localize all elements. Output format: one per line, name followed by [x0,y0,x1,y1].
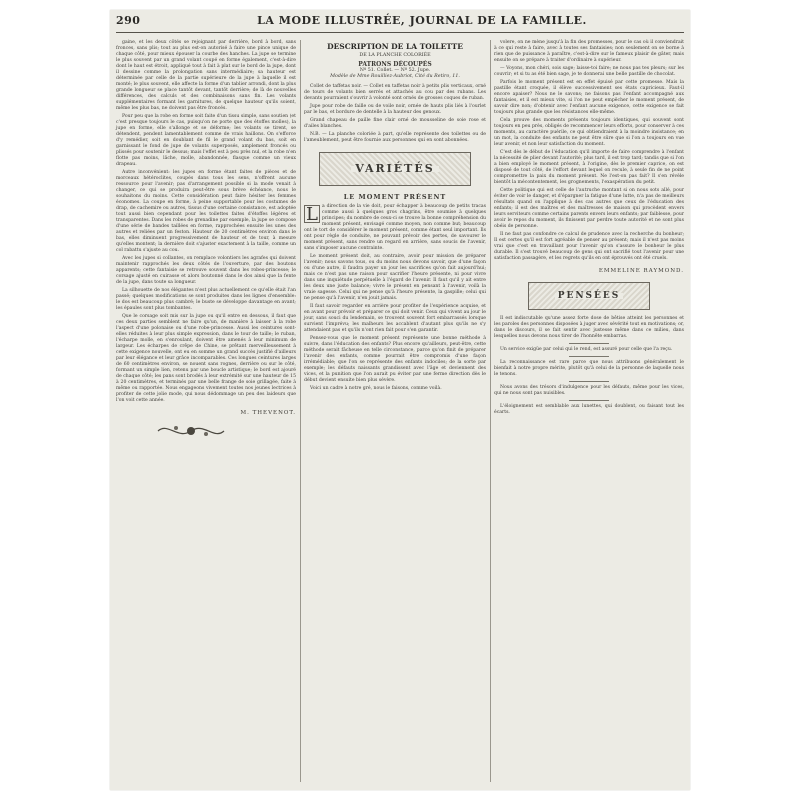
column-divider [490,40,491,782]
paragraph: N.B. — La planche coloriée à part, qu'elle représente des toilettes ou de l'ameublement, peut être fournie aux personnes qui en sont abonnées. [304,132,486,143]
thought: L'éloignement est semblable aux lunettes, qui doublent, ou faisant tout les écarts. [494,404,684,415]
drop-cap: L [304,205,320,223]
separator [569,381,609,382]
pensees-banner [528,282,650,310]
separator [569,343,609,344]
paragraph: Cette politique qui est celle de l'autruche montant si on nous sots allé, pour éviter de voir le danger, et d'épargner la fatigue d'une lutte, n'a pas de meilleurs résultats quand on l'applique à des cas autres que ceux de l'éducation des enfants; il est des maîtres et des maîtresses de maison qui procèdent envers leurs serviteurs comme certains parents envers leurs enfants; par faiblesse, pour avoir le repos du moment, ils finissent par perdre toute autorité et ne sont plus obéis de personne. [494,188,684,229]
patrons-list: Nº 51. Collet. — Nº 52. Jupe. [359,68,431,73]
paragraph: Collet de taffetas noir. — Collet en taffetas noir à petits plis verticaux, orné de tours de volants bien serrés et attachés au cou par des rubans. Les devants pourraient s'ouvrir à volonté sont ornés de grosses coques de ruban. [304,84,486,101]
column-left [116,40,296,785]
paragraph: volere, on ne mène jusqu'à la fin des promesses, pour le cas où il conviendrait à ce qui reste à faire, avec à toutes ses fantaisies; non seulement on se borne à rien que de puissance à paraître, c'est-à-dire sur le fameux plaisir de gâter, mais ensuite on se prépare à traiter d'ordinaire à supérieur. [494,40,684,63]
paragraph: C'est dès le début de l'éducation qu'il importe de faire comprendre à l'enfant la nécessité de plier devant l'autorité; plus tard, il est trop tard; tandis que si l'on a bien employé le moment présent, à l'origine, dès le premier caprice, on est disposé de tout côté, de l'effort devant lequel on recule, à seule fin de ne point compromettre la paix du moment présent. Ne l'est-on pas fait? Il s'en révèle bientôt la mécontentement, les grognements, l'exaspération du petit. [494,150,684,185]
paragraph: Jupe pour robe de faille ou de voile noir, ornée de hauts plis liés à l'ourlet par le bas, et bordure de dentelle à la hauteur des genoux. [304,104,486,115]
section-title: VARIÉTÉS [351,166,438,172]
toilette-title: DESCRIPTION DE LA TOILETTE [327,42,463,51]
paragraph: Pour peu que la robe en forme soit faite d'un tissu simple, sans soutien (et c'est presque toujours le cas, puisqu'on ne porte que des étoffes molles), la jupe en forme, elle s'allonge et se déforme; les volants se tirent, se détendent, pendent lamentablement comme de vrais haillons. On s'efforce d'y remédier, soit en doublant de fil le grand volant du bas, soit en garnissant le fond de jupe de volants superposés, amplement froncés ou plissés pour soutenir le dessus; mais l'effet est à peu près nul, et la robe n'en flotte pas moins, lâche, molle, abandonnée, flasque comme un vieux drapeau. [116,114,296,167]
paragraph: Cela prouve des moments présents toujours identiques, qui souvent sont toujours en peu près, obligés de recommencer leurs efforts, pour conserver à ces moments, au caractère puérile, ce qui obtiendraient à la moindre insistance; en un mot, la conduite des enfants ne peut être sûre que si l'on a toujours en vue leur avenir, et non leur satisfaction du moment. [494,118,684,147]
paragraph: Avec les jupes si collantes, on remplace volontiers les agrafes qui doivent maintenir rapprochés les deux côtés de l'ouverture, par des boutons apparents; cette fantaisie se retrouve souvent dans les robes-princesse; le corsage ajusté en cuirasse et alors boutonné dans le dos ainsi que la fente de la jupe, dans toute sa longueur. [116,256,296,285]
thought: Un service exigüe par celui qui le rend, est assuré pour celle que l'a reçu. [500,347,673,352]
article-title: LE MOMENT PRÉSENT [343,193,447,201]
journal-title: LA MODE ILLUSTRÉE, JOURNAL DE LA FAMILLE. [257,14,587,27]
thought: La reconnaissance est rare parce que nous attribuons généralement le bienfait à notre propre mérite, plutôt qu'à celui de la personne de laquelle nous le tenons. [494,360,684,377]
separator [569,356,609,357]
paragraph: La silhouette de nos élégantes n'est plus actuellement ce qu'elle était l'an passé; quelques modifications se sont produites dans les lignes d'ensemble: le dos est beaucoup plus cambré; le buste se développe davantage en avant; les épaules sont plus tombantes. [116,288,296,311]
paragraph: Que le corsage soit mis sur la jupe ou qu'il entre en dessous, il faut que ces deux parties semblent ne faire qu'un, de manière à laisser à la robe l'aspect d'une polonaise ou d'une robe-princesse. Aussi les ceintures sont-elles réduites à leur plus simple expression, dans le tour de taille; le ruban, l'écharpe molle, en s'enroulant, doivent être amenés à leur minimum de largeur. Les écharpes de crêpe de Chine, se prêtant merveilleusement à cette exigence nouvelle, ont eu en somme un grand succès justifié d'ailleurs par leur élégance et leur grâce incomparables. Ces longues ceintures larges de 60 centimètres environ, se nouent sans rognes, derrière ou sur le côté, formant un simple lien, retenu par une boucle artistique; le bord est ajouré de chaque côté; les pans sont brodés à leur extrémité sur une hauteur de 15 à 20 centimètres, et terminés par une belle frange de soie grillagée, faite à même ou rapportée. Nous engageons vivement toutes nos jeunes lectrices à profiter de cette jolie mode, qui nous dédommage un peu des laideurs que l'on voit cette année. [116,314,296,403]
paragraph: Il faut savoir regarder en arrière pour profiter de l'expérience acquise, et en avant pour prévoir et préparer ce qui doit venir. Ceux qui vivent au jour le jour, sans souci du lendemain, se trouvent souvent fort embarrassés lorsque survient l'imprévu; les malheurs les accablent d'autant plus qu'ils ne s'y attendaient pas et qu'ils n'ont rien fait pour s'en garantir. [304,304,486,333]
patrons-heading: PATRONS DÉCOUPÉS [358,61,432,68]
paragraph: Le moment présent doit, au contraire, avoir pour mission de préparer l'avenir; nous savons tous, ou du moins nous devons savoir, que d'une façon ou d'une autre, il faudra payer un jour les sacrifices qu'on fait aujourd'hui; mais ce n'est pas une raison pour sacrifier l'heure présente, ni pour vivre dans une inquiétude perpétuelle à l'égard de l'avenir. Il faut qu'il y ait entre les deux une juste balance; vivre le présent en pensant à l'avenir, voilà la vraie sagesse. Celui qui ne pense qu'à l'heure présente, la gaspille; celui qui ne pense qu'à l'avenir, n'en jouit jamais. [304,254,486,301]
separator [569,400,609,401]
paragraph: gaine, et les deux côtés se rejoignant par derrière, bord à bord, sans fronces, sans plis; tout au plus est-on autorisé à faire une pince unique de chaque côté, pour mieux épouser la courbe des hanches. La jupe se termine le plus souvent par un grand volant coupé en forme également, c'est-à-dire dont le haut est étroit, appliqué tout à fait à plat sur le bord de la jupe, dont il dessine comme la prolongation sans intermédiaire; sa hauteur est déterminée par celle de la partie supérieure de la jupe à laquelle il est monté; le plus souvent, elle affecte la forme d'un tablier arrondi, dont la plus grande longueur se place tantôt devant, tantôt derrière; de là de nouvelles différences, des calculs et des combinaisons sans fin. Les volants supplémentaires formant les garnitures, de quelque hauteur qu'ils soient, même les plus bas, ne doivent pas être froncés. [116,40,296,111]
thought: Nous avons des trésors d'indulgence pour les défauts, même pour les vices, qui ne nous sont pas nuisibles. [494,385,684,396]
header-rule [116,32,684,33]
paragraph: Parfois le moment présent est en effet épuisé par cette promesse. Mais la pastille étant croquée, il élève successivement ses états capricieux. Faut-il encore apaiser? Nous ne le savons; ne faisons pas l'enfant accompagné aux fantaisies, et il est mieux vite, si l'on ne peut empêcher le moment présent, de savoir dire non; d'obtenir avec l'enfant aucune exigence, cette exigence se fait toujours plus grande que les résistances elle-même. [494,80,684,115]
paragraph: Il ne faut pas confondre ce calcul de prudence avec la recherche du bonheur; Il est certes qu'il est fort agréable de penser au présent; mais il n'est pas moins vrai que c'est en travaillant pour l'avenir qu'on s'assure le bonheur le plus durable. Il s'est trouvé beaucoup de gens qui ont sacrifié tout l'avenir pour une satisfaction passagère, et les regrets qu'ils en ont éprouvés ont été cruels. [494,232,684,261]
paragraph: Autre inconvénient: les jupes en forme étant faites de pièces et de morceaux hétéroclites, coupés dans tous les sens, n'offrent aucune ressource pour l'avenir; pas d'arrangement possible si la mode venait à changer, ce qui se produira peut-être sous brève échéance, nous le souhaitons du moins. Cette considération peut faire hésiter les femmes économes. La coupe en forme, à peine supportable pour les costumes de drap, de cachemire ou autres, tissus d'une certaine consistance, est adoptée tout aussi bien cependant pour les toilettes faites d'étoffes légères et transparentes. Dans les robes de grenadine par exemple, la jupe se compose d'une série de bandes taillées en forme, rapprochées ensuite les unes des autres et reliées par un feston. Hauteur de 20 centimètres environ dans le bas, elles diminuent progressivement de hauteur et de tour, à mesure qu'elles montent; la dernière doit s'ajuster exactement à la taille, comme un col rabattu s'ajuste au cou. [116,170,296,253]
journal-page [110,10,690,790]
paragraph: Grand chapeau de paille fine clair orné de mousseline de soie rose et d'ailes blanches. [304,118,486,129]
modele-credit: Modèle de Mme Rouilliez-Aubriot, Cité du Retiro, 11. [330,74,460,79]
thought: Il est indiscutable qu'une assez forte dose de bêtise atteint les personnes et les paroles des personnes disposées à juger avec sévérité tout en motivations; or, dans le discours, il se fait sentir avec justesse même dans ce milieu, dans lesquelles nous devons nous tirer de l'honnête embarras. [494,316,684,339]
pensees-title: PENSÉES [555,293,624,299]
signature: EMMELINE RAYMOND. [598,268,684,274]
varietes-banner [319,152,471,186]
column-right [494,40,684,785]
page-number: 290 [116,14,141,27]
decorative-ornament [156,420,226,442]
paragraph: Voici un cadre à notre gré, nous le faisons, comme voilà. [310,386,442,391]
paragraph: — Voyons, mon chéri, sois sage; laisse-toi faire; ne nous pas tes pleurs; sur les couvrir; et si tu as été bien sage, je te donnerai une belle pastille de chocolat. [494,66,684,77]
paragraph: a direction de la vie doit, pour échapper à beaucoup de petits tracas comme aussi à quelques gros chagrins, être soumise à quelques principes; du nombre de ceux-ci se trouve la bonne compréhension du moment présent, envisagé comme moyen, non comme but; beaucoup ont le tort de considérer le moment présent, comme étant seul important. Ils ont pour règle de conduite, ne pouvant prévoir des pertes, de savourer le moment présent, sans rendre un regard en arrière, sans soucis de l'avenir, sans s'imposer aucune contrainte. [304,204,486,251]
toilette-subtitle: DE LA PLANCHE COLORIÉE [359,53,431,58]
page-header [116,14,684,32]
paragraph: Pensez-vous que le moment présent représente une bonne méthode à suivre, dans l'éducation des enfants? Plus encore qu'ailleurs, peut-être, cette méthode serait fâcheuse en telle circonstance, parce qu'on finit de préparer l'avenir des enfants, comme pourrait être compromis d'une façon irrémédiable; que l'on se représente des enfants indociles; de la sorte par exemple; les défauts naissants grandissent avec l'âge et deviennent des vices, et la punition que l'on aurait pu éviter par une ferme direction dès le début devient ensuite bien plus sévère. [304,336,486,383]
signature: M. THEVENOT. [240,410,296,416]
column-middle [304,40,486,785]
column-divider [300,40,301,782]
